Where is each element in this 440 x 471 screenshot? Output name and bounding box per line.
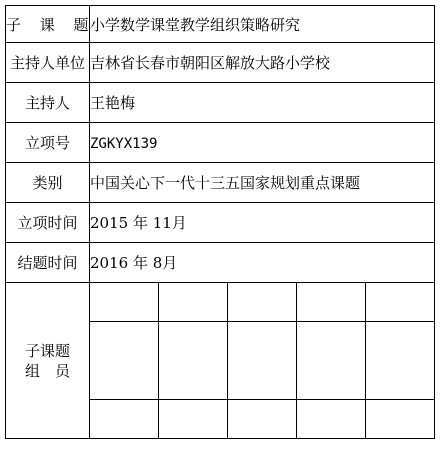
label-members-line1: 子课题: [24, 341, 70, 360]
project-info-table: [5, 5, 435, 439]
value-category: 中国关心下一代十三五国家规划重点课题: [90, 163, 435, 203]
value-completion-date: 2016 年 8月: [90, 254, 178, 272]
members-grid-row: [90, 399, 434, 438]
member-cell: [365, 283, 434, 322]
row-approval-date: [6, 203, 435, 243]
members-grid-row: [90, 322, 434, 400]
member-cell: [159, 399, 228, 438]
member-cell: [365, 322, 434, 400]
row-completion-date: [6, 243, 435, 283]
members-grid-row: [90, 283, 434, 322]
member-cell: [228, 399, 297, 438]
label-approval-date: 立项时间: [6, 203, 90, 243]
row-host: [6, 83, 435, 123]
label-category: 类别: [6, 163, 90, 203]
member-cell: [365, 399, 434, 438]
value-host-unit: 吉林省长春市朝阳区解放大路小学校: [90, 43, 435, 83]
member-cell: [90, 399, 159, 438]
member-cell: [228, 322, 297, 400]
members-grid-cell: [90, 283, 435, 439]
label-completion-date: 结题时间: [6, 243, 90, 283]
row-project-no: [6, 123, 435, 163]
row-members: [6, 283, 435, 439]
label-subtopic: 子 课 题: [6, 6, 90, 43]
value-host: 王艳梅: [90, 83, 435, 123]
member-cell: [90, 322, 159, 400]
member-cell: [159, 322, 228, 400]
member-cell: [90, 283, 159, 322]
member-cell: [159, 283, 228, 322]
project-info-sheet: [5, 5, 435, 439]
row-host-unit: [6, 43, 435, 83]
value-project-no: ZGKYX139: [90, 135, 158, 152]
label-host: 主持人: [6, 83, 90, 123]
members-grid: [90, 283, 434, 438]
row-subtopic: [6, 6, 435, 43]
member-cell: [296, 399, 365, 438]
label-members-line2: 组 员: [24, 361, 70, 380]
value-approval-date: 2015 年 11月: [90, 214, 187, 232]
value-subtopic: 小学数学课堂教学组织策略研究: [90, 6, 435, 43]
member-cell: [296, 283, 365, 322]
member-cell: [296, 322, 365, 400]
row-category: [6, 163, 435, 203]
label-host-unit: 主持人单位: [6, 43, 90, 83]
member-cell: [228, 283, 297, 322]
label-members: [6, 283, 90, 439]
label-project-no: 立项号: [6, 123, 90, 163]
